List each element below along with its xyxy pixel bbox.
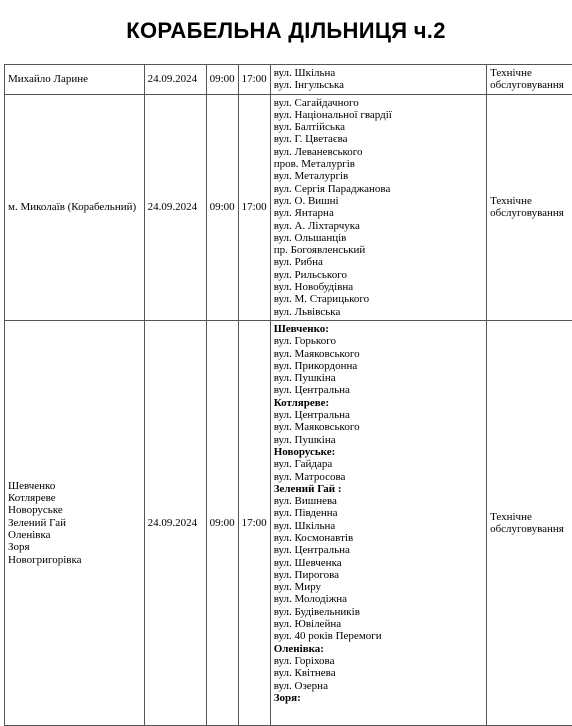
village-heading: Оленівка: <box>274 643 483 655</box>
village-heading: Зоря: <box>274 692 483 704</box>
street-name: вул. Ольшанців <box>274 232 483 244</box>
street-name: вул. Рильського <box>274 269 483 281</box>
location-name: Михайло Ларине <box>8 73 141 85</box>
location-cell <box>5 94 145 320</box>
reason-cell: Технічне обслуговування <box>487 320 572 725</box>
location-name: Котляреве <box>8 492 141 504</box>
street-name: вул. Миру <box>274 581 483 593</box>
table-row <box>5 320 572 725</box>
street-name: вул. Центральна <box>274 384 483 396</box>
street-name: вул. Молодіжна <box>274 593 483 605</box>
street-name: вул. Шкільна <box>274 67 483 79</box>
table-row <box>5 94 572 320</box>
street-name: вул. Металургів <box>274 170 483 182</box>
location-name: Новогригорівка <box>8 554 141 566</box>
location-cell <box>5 320 145 725</box>
street-name: вул. Шевченка <box>274 557 483 569</box>
street-name: вул. А. Ліхтарчука <box>274 220 483 232</box>
end-time-cell: 17:00 <box>238 320 270 725</box>
street-name: вул. Рибна <box>274 256 483 268</box>
location-name: Новоруське <box>8 504 141 516</box>
street-name: вул. Балтійська <box>274 121 483 133</box>
street-name: вул. Центральна <box>274 409 483 421</box>
street-name: вул. Шкільна <box>274 520 483 532</box>
start-time-cell: 09:00 <box>206 320 238 725</box>
location-name: Оленівка <box>8 529 141 541</box>
street-name: вул. Пушкіна <box>274 434 483 446</box>
streets-cell <box>270 65 486 95</box>
start-time-cell: 09:00 <box>206 65 238 95</box>
reason-cell: Технічне обслуговування <box>487 65 572 95</box>
street-name: вул. Центральна <box>274 544 483 556</box>
end-time-cell: 17:00 <box>238 94 270 320</box>
street-name: вул. Матросова <box>274 471 483 483</box>
village-heading: Зелений Гай : <box>274 483 483 495</box>
street-name: пров. Металургів <box>274 158 483 170</box>
street-name: вул. Маяковського <box>274 421 483 433</box>
date-cell: 24.09.2024 <box>144 94 206 320</box>
street-name: вул. Вишнева <box>274 495 483 507</box>
street-name: вул. Львівська <box>274 306 483 318</box>
street-name: пр. Богоявленський <box>274 244 483 256</box>
village-heading: Новоруське: <box>274 446 483 458</box>
street-name: вул. Озерна <box>274 680 483 692</box>
street-name: вул. Інгульська <box>274 79 483 91</box>
street-name: вул. Ювілейна <box>274 618 483 630</box>
streets-cell <box>270 320 486 725</box>
location-cell <box>5 65 145 95</box>
village-heading: Котляреве: <box>274 397 483 409</box>
street-name: вул. Маяковського <box>274 348 483 360</box>
street-name: вул. Південна <box>274 507 483 519</box>
street-name: вул. Космонавтів <box>274 532 483 544</box>
street-name: вул. Горького <box>274 335 483 347</box>
streets-cell <box>270 94 486 320</box>
date-cell: 24.09.2024 <box>144 320 206 725</box>
street-name: вул. М. Старицького <box>274 293 483 305</box>
location-name: м. Миколаїв (Корабельний) <box>8 201 141 213</box>
village-heading: Шевченко: <box>274 323 483 335</box>
street-name: вул. О. Вишні <box>274 195 483 207</box>
street-name: вул. Сагайдачного <box>274 97 483 109</box>
street-name: вул. Г. Цветаєва <box>274 133 483 145</box>
end-time-cell: 17:00 <box>238 65 270 95</box>
street-name: вул. Горіхова <box>274 655 483 667</box>
street-name: вул. Пирогова <box>274 569 483 581</box>
table-row <box>5 65 572 95</box>
street-name: вул. Квітнева <box>274 667 483 679</box>
page-title: КОРАБЕЛЬНА ДІЛЬНИЦЯ ч.2 <box>0 18 572 44</box>
street-name: вул. Янтарна <box>274 207 483 219</box>
street-name: вул. Сергія Параджанова <box>274 183 483 195</box>
location-name: Шевченко <box>8 480 141 492</box>
street-name: вул. Прикордонна <box>274 360 483 372</box>
street-name: вул. Пушкіна <box>274 372 483 384</box>
street-name: вул. 40 років Перемоги <box>274 630 483 642</box>
reason-cell: Технічне обслуговування <box>487 94 572 320</box>
street-name: вул. Новобудівна <box>274 281 483 293</box>
date-cell: 24.09.2024 <box>144 65 206 95</box>
street-name: вул. Будівельників <box>274 606 483 618</box>
location-name: Зелений Гай <box>8 517 141 529</box>
street-name: вул. Національної гвардії <box>274 109 483 121</box>
street-name: вул. Гайдара <box>274 458 483 470</box>
start-time-cell: 09:00 <box>206 94 238 320</box>
outage-schedule-table <box>4 64 572 726</box>
location-name: Зоря <box>8 541 141 553</box>
street-name: вул. Леваневського <box>274 146 483 158</box>
